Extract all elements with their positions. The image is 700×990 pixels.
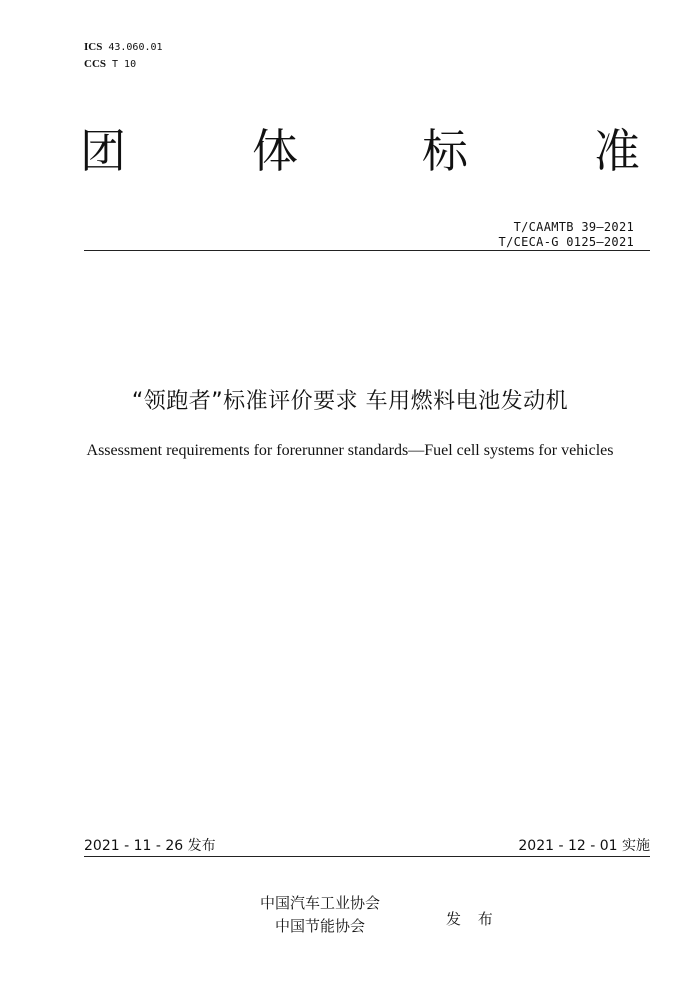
title-chinese: “领跑者”标准评价要求 车用燃料电池发动机 xyxy=(131,389,569,414)
footer-divider xyxy=(84,856,650,857)
publisher-org-2: 中国节能协会 xyxy=(274,917,365,935)
standard-code-2: T/CECA-G 0125—2021 xyxy=(498,235,634,249)
publish-label: 发 布 xyxy=(446,910,499,928)
ccs-line xyxy=(84,52,136,71)
implement-date: 2021 - 12 - 01 实施 xyxy=(518,838,650,854)
heading-char-3: 标 xyxy=(422,124,468,178)
ccs-label: CCS xyxy=(84,58,107,70)
heading-char-2: 体 xyxy=(252,124,298,178)
issue-date: 2021 - 11 - 26 发布 xyxy=(84,838,216,854)
title-english: Assessment requirements for forerunner standards—Fuel cell systems for vehicles xyxy=(86,442,614,459)
heading-char-1: 团 xyxy=(80,124,126,178)
publisher-org-1: 中国汽车工业协会 xyxy=(259,894,380,912)
ccs-value: T 10 xyxy=(112,59,137,70)
standard-code-1: T/CAAMTB 39—2021 xyxy=(513,220,634,234)
heading-char-4: 准 xyxy=(594,124,640,178)
ics-label: ICS xyxy=(84,41,103,53)
ics-value: 43.060.01 xyxy=(108,42,163,53)
header-divider xyxy=(84,250,650,251)
